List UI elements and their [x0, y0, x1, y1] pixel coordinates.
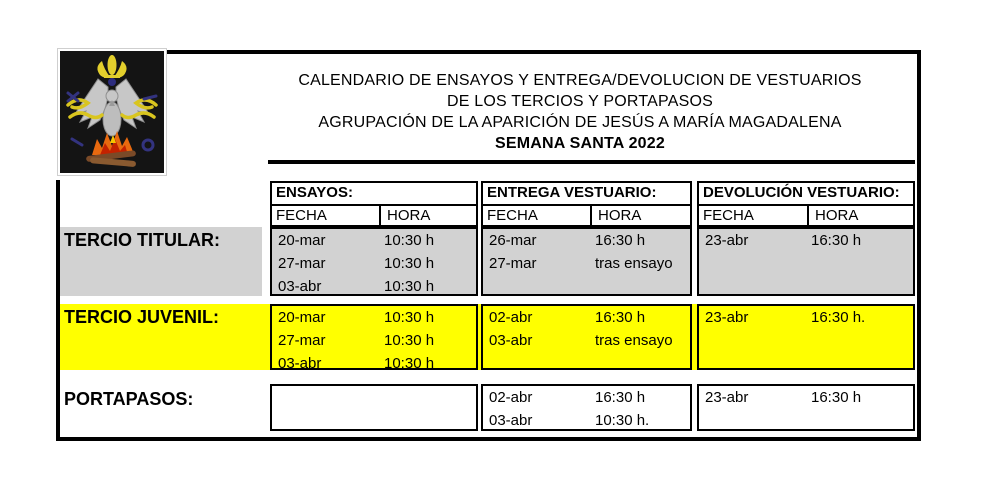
- schedule-entry: [699, 309, 913, 332]
- titular-devolucion-cell: [697, 227, 915, 296]
- entry-time: tras ensayo: [595, 255, 673, 272]
- schedule-entry: [272, 255, 476, 278]
- title-underline-rule: [268, 160, 915, 164]
- portapasos-devolucion-cell: [697, 384, 915, 431]
- juvenil-devolucion-cell: [697, 304, 915, 370]
- juvenil-ensayos-cell: [270, 304, 478, 370]
- group-title: DEVOLUCIÓN VESTUARIO:: [699, 183, 913, 206]
- frame-bottom-line: [56, 437, 921, 441]
- juvenil-entrega-cell: [481, 304, 692, 370]
- frame-top-line: [165, 50, 921, 54]
- schedule-entry: [483, 389, 690, 412]
- column-header-fecha: FECHA: [483, 206, 592, 226]
- column-header-fecha: FECHA: [272, 206, 381, 226]
- schedule-entry: [483, 412, 690, 435]
- entry-time: 10:30 h: [384, 278, 435, 295]
- titular-ensayos-cell: [270, 227, 478, 296]
- entry-time: 10:30 h: [384, 332, 435, 349]
- schedule-entry: [699, 389, 913, 412]
- schedule-entry: [272, 332, 476, 355]
- agrupacion-logo: [57, 48, 167, 176]
- entry-time: 10:30 h: [384, 255, 435, 272]
- entry-date: 02-abr: [489, 309, 533, 326]
- schedule-entry: [272, 232, 476, 255]
- column-header-hora: HORA: [387, 207, 431, 224]
- phoenix-body: [103, 102, 121, 136]
- group-title: ENTREGA VESTUARIO:: [483, 183, 690, 206]
- entry-date: 02-abr: [489, 389, 533, 406]
- column-header-hora: HORA: [815, 207, 859, 224]
- entry-date: 03-abr: [489, 412, 533, 429]
- entry-date: 20-mar: [278, 232, 326, 249]
- entry-date: 23-abr: [705, 232, 749, 249]
- entry-date: 27-mar: [278, 255, 326, 272]
- entry-date: 27-mar: [489, 255, 537, 272]
- entry-time: 10:30 h.: [595, 412, 650, 429]
- entry-date: 03-abr: [278, 355, 322, 372]
- entry-time: 16:30 h.: [811, 309, 866, 326]
- schedule-entry: [272, 355, 476, 378]
- title-line-3: AGRUPACIÓN DE LA APARICIÓN DE JESÚS A MARÍA MAGADALENA: [318, 114, 842, 131]
- entry-date: 23-abr: [705, 309, 749, 326]
- schedule-entry: [483, 255, 690, 278]
- schedule-entry: [483, 232, 690, 255]
- phoenix-over-fire-emblem-icon: [60, 51, 164, 173]
- row-label-tercio-juvenil: TERCIO JUVENIL:: [64, 307, 220, 327]
- row-label-portapasos: PORTAPASOS:: [64, 389, 194, 409]
- entry-time: 16:30 h: [595, 232, 646, 249]
- document-title-block: [240, 70, 920, 154]
- column-header-fecha: FECHA: [699, 206, 809, 226]
- titular-entrega-cell: [481, 227, 692, 296]
- group-title: ENSAYOS:: [272, 183, 476, 206]
- header-group-devolucion: [697, 181, 915, 227]
- schedule-entry: [272, 278, 476, 301]
- entry-time: 10:30 h: [384, 355, 435, 372]
- entry-time: 16:30 h: [811, 389, 862, 406]
- entry-date: 20-mar: [278, 309, 326, 326]
- entry-date: 03-abr: [278, 278, 322, 295]
- entry-date: 23-abr: [705, 389, 749, 406]
- entry-date: 26-mar: [489, 232, 537, 249]
- portapasos-ensayos-cell-empty: [270, 384, 478, 431]
- column-header-hora: HORA: [598, 207, 642, 224]
- title-line-semana-santa: SEMANA SANTA 2022: [495, 135, 665, 152]
- schedule-entry: [483, 332, 690, 355]
- entry-time: tras ensayo: [595, 332, 673, 349]
- portapasos-entrega-cell: [481, 384, 692, 431]
- title-line-1: CALENDARIO DE ENSAYOS Y ENTREGA/DEVOLUCION DE VESTUARIOS: [298, 72, 862, 89]
- entry-date: 03-abr: [489, 332, 533, 349]
- title-line-2: DE LOS TERCIOS Y PORTAPASOS: [447, 93, 713, 110]
- schedule-entry: [272, 309, 476, 332]
- entry-time: 16:30 h: [595, 309, 646, 326]
- header-group-ensayos: [270, 181, 478, 227]
- schedule-entry: [483, 309, 690, 332]
- entry-time: 16:30 h: [595, 389, 646, 406]
- entry-time: 10:30 h: [384, 309, 435, 326]
- schedule-entry: [699, 232, 913, 255]
- header-group-entrega: [481, 181, 692, 227]
- row-label-tercio-titular: TERCIO TITULAR:: [64, 230, 220, 250]
- entry-time: 10:30 h: [384, 232, 435, 249]
- entry-time: 16:30 h: [811, 232, 862, 249]
- entry-date: 27-mar: [278, 332, 326, 349]
